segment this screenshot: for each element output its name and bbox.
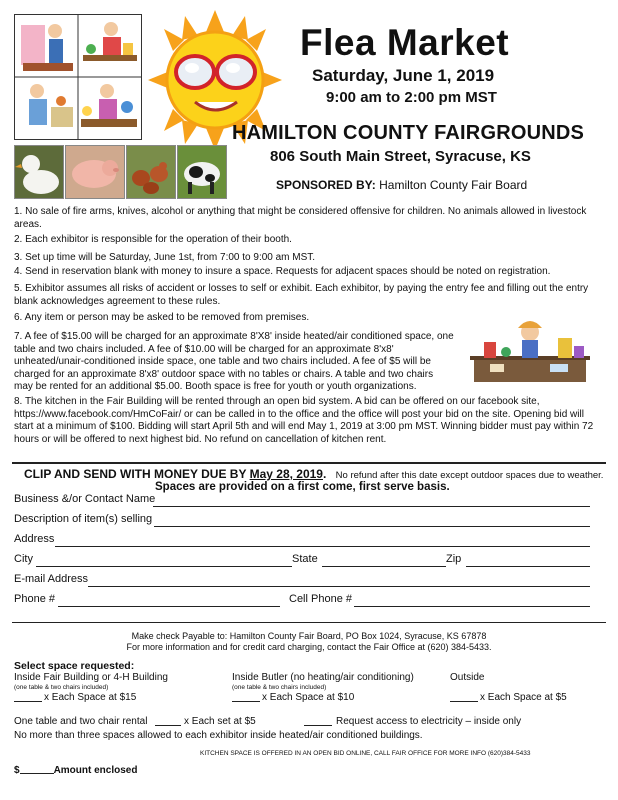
business-field[interactable] — [153, 506, 590, 507]
description-field[interactable] — [154, 526, 590, 527]
cow-photo — [177, 145, 227, 199]
business-label: Business &/or Contact Name — [14, 493, 156, 505]
rental-label: One table and two chair rental — [14, 716, 148, 727]
email-field[interactable] — [88, 586, 590, 587]
outside-price: x Each Space at $5 — [480, 692, 567, 703]
sponsor-label: SPONSORED BY: — [276, 178, 376, 192]
payment-divider — [12, 622, 606, 623]
clip-divider — [12, 462, 606, 464]
payable-line: Make check Payable to: Hamilton County Fair Board, PO Box 1024, Syracuse, KS 67878 — [131, 631, 487, 641]
event-date: Saturday, June 1, 2019 — [312, 66, 495, 85]
rule-3: 3. Set up time will be Saturday, June 1st, from 7:00 to 9:00 am MST. — [14, 252, 316, 263]
due-date: May 28, 2019 — [249, 467, 323, 481]
address-field[interactable] — [55, 546, 590, 547]
outside-title: Outside — [450, 672, 485, 683]
electricity-field[interactable] — [304, 725, 332, 726]
inside-qty-field[interactable] — [14, 701, 42, 702]
cell-phone-field[interactable] — [354, 606, 590, 607]
description-label: Description of item(s) selling — [14, 513, 153, 525]
venue-name: HAMILTON COUNTY FAIRGROUNDS — [232, 122, 585, 144]
rule-7: 7. A fee of $15.00 will be charged for an approximate 8'X8' inside heated/air conditioned space, one table and two chairs included. A fee of $10.00 will be charged for an approximate 8'x8' unheated/unair-conditioned inside space, one table and two chairs included. A fee of $5 will be charged for an approximate 8'x8' outdoor space with no tables or chairs. A table and two chairs may be rented for an additional $5.00. Booth space is free for youth or youth organizations. — [14, 331, 454, 392]
select-space-heading: Select space requested: — [14, 660, 135, 672]
rule-5: 5. Exhibitor assumes all risks of accident or losses to self or exhibit. Each exhibitor, by paying the entry fee and filling out the entry blank acknowledges agreement to these rules. — [14, 283, 589, 307]
sponsor-name: Hamilton County Fair Board — [379, 178, 528, 192]
cell-phone-label: Cell Phone # — [289, 593, 352, 605]
first-come-notice: Spaces are provided on a first come, first serve basis. — [155, 481, 450, 493]
city-label: City — [14, 553, 33, 565]
inside-price: x Each Space at $15 — [44, 692, 137, 703]
event-title: Flea Market — [300, 22, 510, 63]
kitchen-note: KITCHEN SPACE IS OFFERED IN AN OPEN BID ONLINE, CALL FAIR OFFICE FOR MORE INFO (620)384-5433 — [200, 750, 531, 757]
rule-2: 2. Each exhibitor is responsible for the operation of their booth. — [14, 234, 292, 245]
state-label: State — [292, 553, 318, 565]
email-label: E-mail Address — [14, 573, 88, 585]
rental-qty-field[interactable] — [155, 725, 181, 726]
city-field[interactable] — [36, 566, 292, 567]
sponsor-line — [276, 178, 527, 192]
rule-1: 1. No sale of fire arms, knives, alcohol or anything that might be considered offensive for children. No animals allowed in livestock areas. — [14, 206, 587, 230]
rental-price: x Each set at $5 — [184, 716, 256, 727]
butler-qty-field[interactable] — [232, 701, 260, 702]
electricity-request: Request access to electricity – inside only — [336, 716, 522, 727]
amount-prefix: $ — [14, 765, 20, 776]
vendor-clipart-grid — [14, 14, 142, 140]
zip-field[interactable] — [466, 566, 590, 567]
clip-text: CLIP AND SEND WITH MONEY DUE BY — [24, 467, 247, 481]
rule-4: 4. Send in reservation blank with money to insure a space. Requests for adjacent spaces should be noted on registration. — [14, 266, 551, 277]
amount-field[interactable] — [20, 773, 54, 774]
butler-price: x Each Space at $10 — [262, 692, 355, 703]
space-limit-note: No more than three spaces allowed to each exhibitor inside heated/air conditioned buildings. — [14, 730, 423, 741]
venue-address: 806 South Main Street, Syracuse, KS — [270, 148, 531, 165]
inside-note: (one table & two chairs included) — [14, 684, 109, 691]
butler-title: Inside Butler (no heating/air conditioning) — [232, 672, 414, 683]
address-label: Address — [14, 533, 55, 545]
vendor-booth-clipart — [470, 318, 590, 384]
refund-note: No refund after this date except outdoor spaces due to weather. — [335, 470, 604, 481]
rule-6: 6. Any item or person may be asked to be removed from premises. — [14, 312, 310, 323]
chickens-photo — [126, 145, 176, 199]
clip-instruction: CLIP AND SEND WITH MONEY DUE BY May 28, 2019. No refund after this date except outdoor spaces due to weather. — [24, 467, 604, 481]
zip-label: Zip — [446, 553, 462, 565]
duck-photo — [14, 145, 64, 199]
event-time: 9:00 am to 2:00 pm MST — [326, 89, 497, 106]
phone-field[interactable] — [58, 606, 280, 607]
outside-qty-field[interactable] — [450, 701, 478, 702]
butler-note: (one table & two chairs included) — [232, 684, 327, 691]
phone-label: Phone # — [14, 593, 55, 605]
info-line: For more information and for credit card charging, contact the Fair Office at (620) 384-5433. — [126, 642, 492, 652]
rule-8: 8. The kitchen in the Fair Building will be rented through an open bid system. A bid can be offered on our facebook site, https://www.facebook.com/HmCoFair/ or can be called in to the office and the office will post your bid on the site. Opening bid will start at a minimum of $100. Bidding will start April 5th and will end May 1, 2019 at 3:00 pm MST. Winning bidder must pay within 72 hours or will be offered to next highest bid. No refund on cancellation of kitchen rent. — [14, 396, 594, 445]
amount-line — [14, 765, 137, 776]
inside-title: Inside Fair Building or 4-H Building — [14, 672, 168, 683]
state-field[interactable] — [322, 566, 446, 567]
pig-photo — [65, 145, 125, 199]
amount-label: Amount enclosed — [53, 765, 138, 776]
